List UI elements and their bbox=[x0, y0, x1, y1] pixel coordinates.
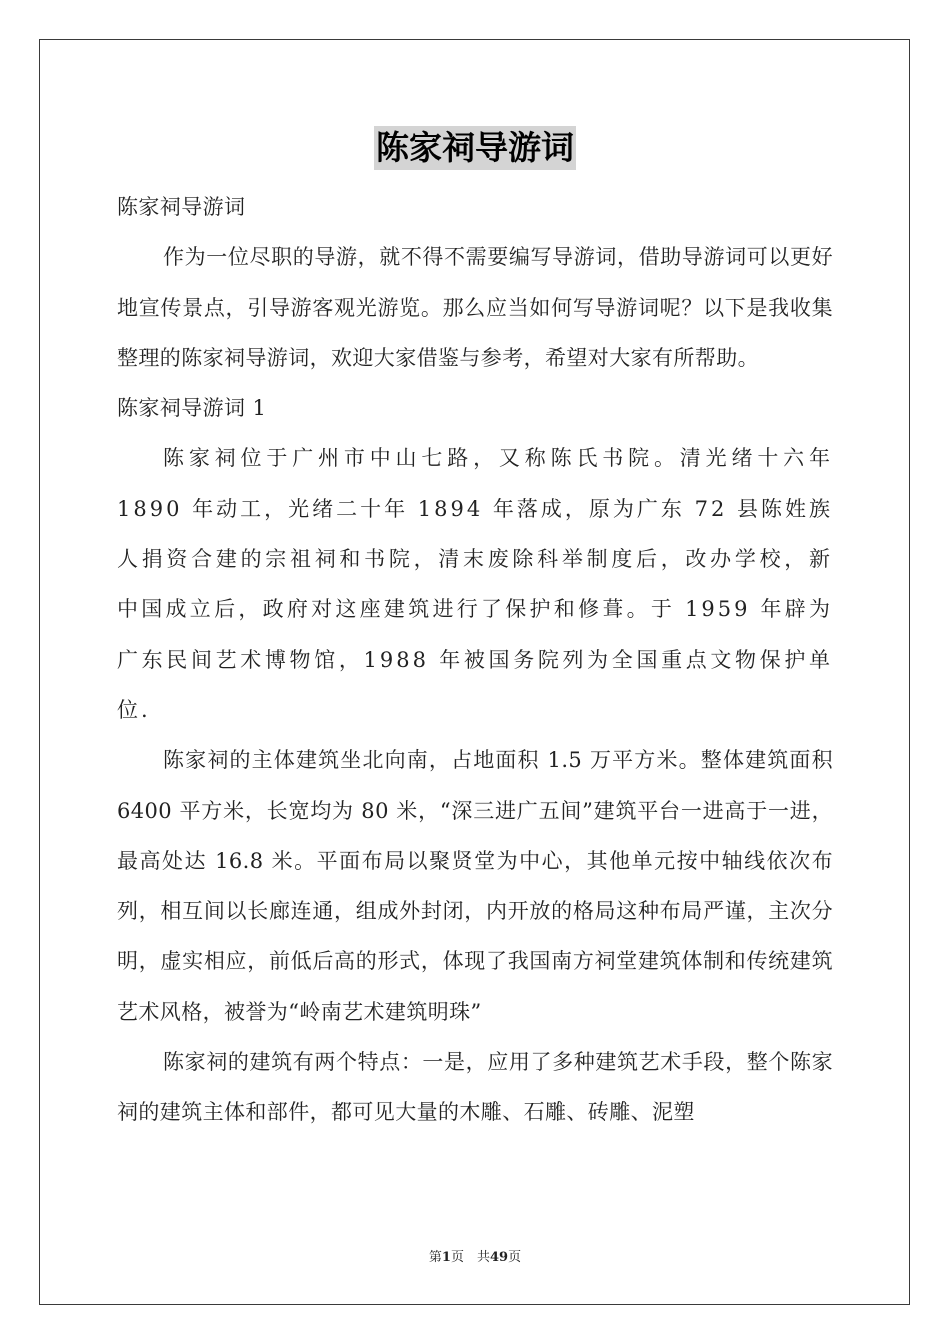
footer-current-page: 1 bbox=[441, 1250, 451, 1265]
footer-total-pages: 49 bbox=[489, 1250, 509, 1265]
footer-page-suffix: 页 bbox=[508, 1250, 522, 1265]
document-title: 陈家祠导游词 bbox=[374, 126, 576, 170]
intro-paragraph: 作为一位尽职的导游，就不得不需要编写导游词，借助导游词可以更好地宣传景点，引导游客观光游览。那么应当如何写导游词呢？以下是我收集整理的陈家祠导游词，欢迎大家借鉴与参考，希望对大家有所帮助。 bbox=[117, 245, 833, 370]
body-paragraph-1: 陈家祠位于广州市中山七路，又称陈氏书院。清光绪十六年 1890 年动工，光绪二十年 1894 年落成，原为广东 72 县陈姓族人捐资合建的宗祖祠和书院，清末废除科举制度后，改办学校，新中国成立后，政府对这座建筑进行了保护和修葺。于 1959 年辟为广东民间艺术博物馆，1988 年被国务院列为全国重点文物保护单位. bbox=[117, 446, 833, 722]
footer-page-mid: 页 共 bbox=[450, 1250, 490, 1265]
body-paragraph-2: 陈家祠的主体建筑坐北向南，占地面积 1.5 万平方米。整体建筑面积 6400 平方米，长宽均为 80 米，“深三进广五间”建筑平台一进高于一进，最高处达 16.8 米。平面布局以聚贤堂为中心，其他单元按中轴线依次布列，相互间以长廊连通，组成外封闭，内开放的格局这种布局严谨，主次分明，虚实相应，前低后高的形式，体现了我国南方祠堂建筑体制和传统建筑艺术风格，被誉为“岭南艺术建筑明珠” bbox=[117, 748, 833, 1024]
body-paragraph-3: 陈家祠的建筑有两个特点：一是，应用了多种建筑艺术手段，整个陈家祠的建筑主体和部件，都可见大量的木雕、石雕、砖雕、泥塑 bbox=[117, 1050, 833, 1125]
page-footer bbox=[0, 1246, 950, 1265]
document-subtitle: 陈家祠导游词 bbox=[117, 195, 246, 219]
section-heading: 陈家祠导游词 1 bbox=[117, 396, 267, 421]
title-container bbox=[0, 126, 950, 170]
footer-page-prefix: 第 bbox=[428, 1250, 442, 1265]
document-body bbox=[117, 182, 833, 1138]
